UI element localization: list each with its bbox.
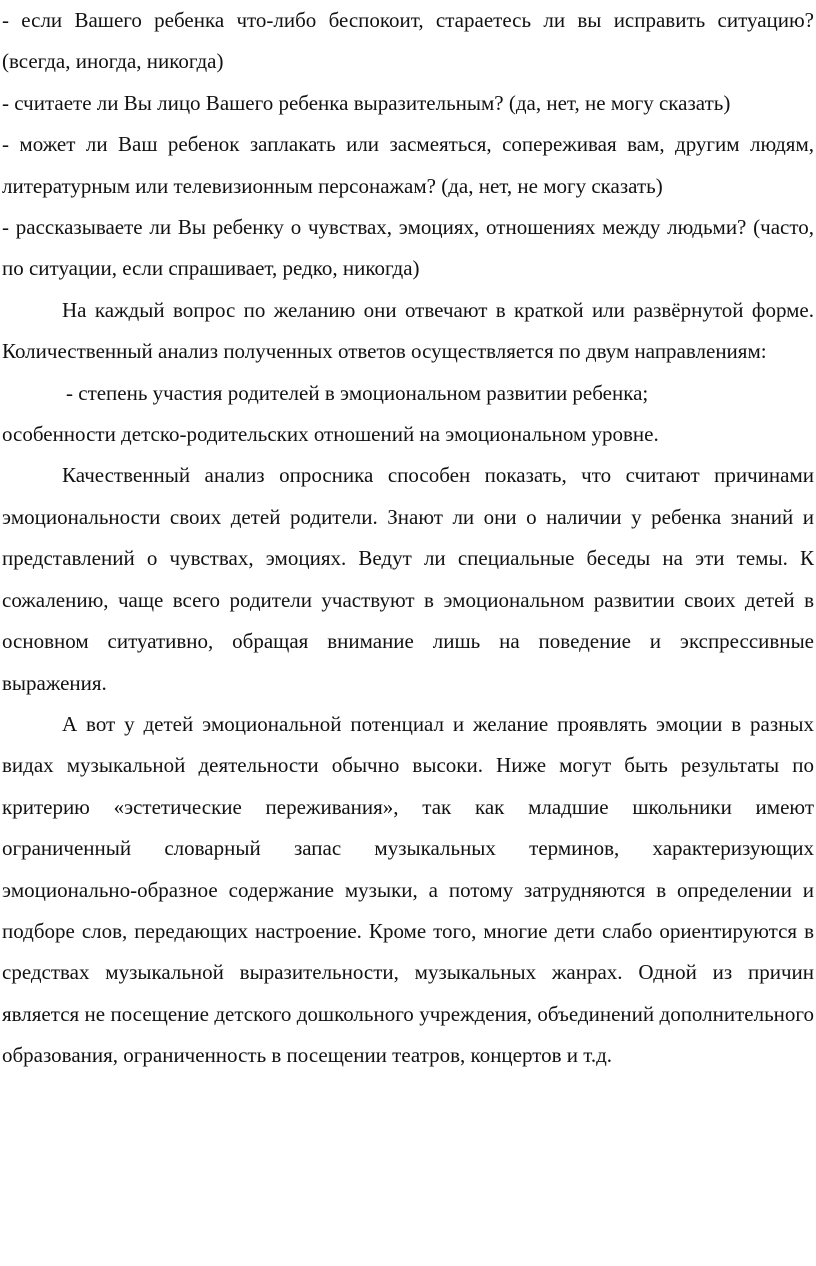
document-page [2,0,814,1077]
question-item: - если Вашего ребенка что-либо беспокоит, стараетесь ли вы исправить ситуацию? (всегда, иногда, никогда) [2,8,814,74]
question-item: - может ли Ваш ребенок заплакать или засмеяться, сопереживая вам, другим людям, литературным или телевизионным персонажам? (да, нет, не могу сказать) [2,132,814,198]
question-item: - считаете ли Вы лицо Вашего ребенка выразительным? (да, нет, не могу сказать) [2,90,731,115]
paragraph-answers: На каждый вопрос по желанию они отвечают в краткой или развёрнутой форме. Количественный анализ полученных ответов осуществляется по двум направлениям: [2,297,814,364]
analysis-direction-1: - степень участия родителей в эмоциональном развитии ребенка; [66,380,649,405]
paragraph-children-potential: А вот у детей эмоциональной потенциал и желание проявлять эмоции в разных видах музыкальной деятельности обычно высоки. Ниже могут быть результаты по критерию «эстетические переживания», так как младшие школьники имеют ограниченный словарный запас музыкальных терминов, характеризующих эмоционально-образное содержание музыки, а потому затрудняются в определении и подборе слов, передающих настроение. Кроме того, многие дети слабо ориентируются в средствах музыкальной выразительности, музыкальных жанрах. Одной из причин является не посещение детского дошкольного учреждения, объединений дополнительного образования, ограниченность в посещении театров, концертов и т.д. [2,711,814,1068]
analysis-direction-2: особенности детско-родительских отношений на эмоциональном уровне. [2,422,659,447]
question-item: - рассказываете ли Вы ребенку о чувствах, эмоциях, отношениях между людьми? (часто, по ситуации, если спрашивает, редко, никогда) [2,215,814,281]
paragraph-quality-analysis: Качественный анализ опросника способен показать, что считают причинами эмоциональности своих детей родители. Знают ли они о наличии у ребенка знаний и представлений о чувствах, эмоциях. Ведут ли специальные беседы на эти темы. К сожалению, чаще всего родители участвуют в эмоциональном развитии своих детей в основном ситуативно, обращая внимание лишь на поведение и экспрессивные выражения. [2,463,814,695]
